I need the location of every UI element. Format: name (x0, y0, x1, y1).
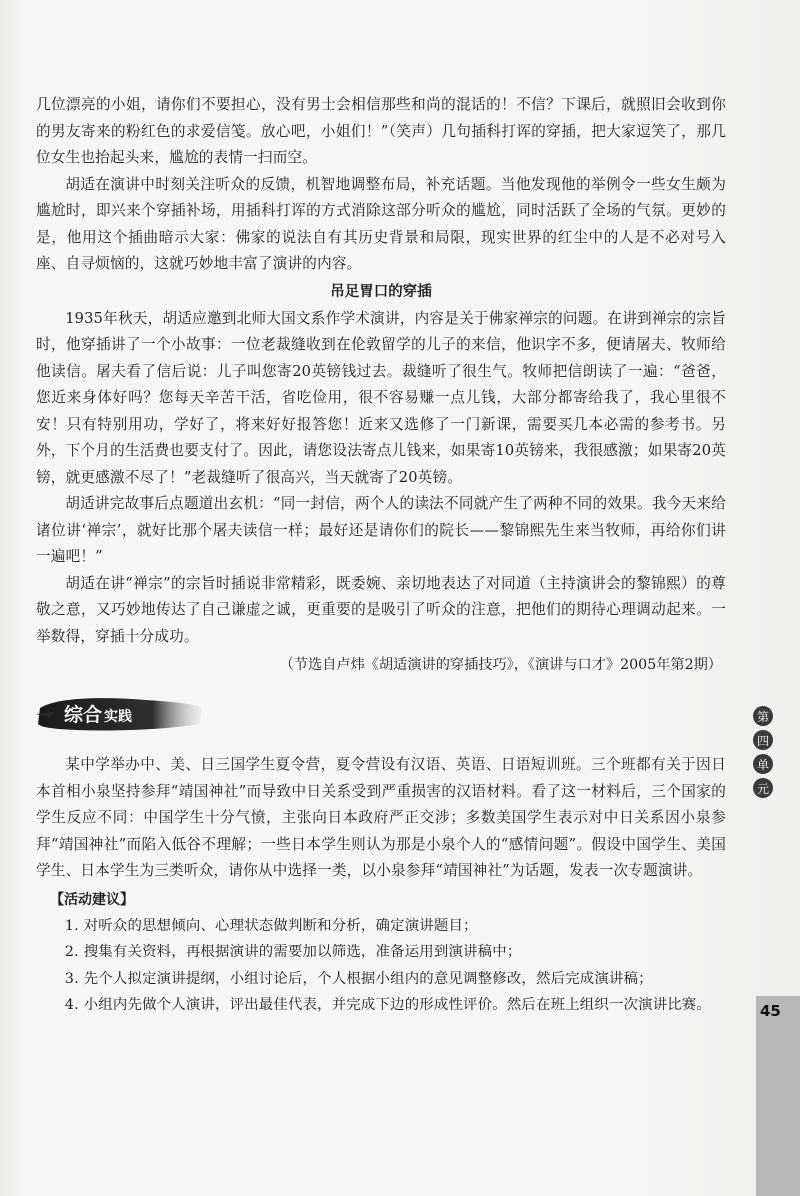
activity-list (36, 913, 726, 1019)
unit-char: 单 (753, 754, 773, 774)
page-number: 45 (760, 1002, 781, 1020)
unit-char: 四 (753, 730, 773, 750)
article-body (36, 92, 726, 678)
practice-section (36, 752, 726, 1019)
paragraph-3: 1935年秋天，胡适应邀到北师大国文系作学术演讲，内容是关于佛家禅宗的问题。在讲到禅宗的宗旨时，他穿插讲了一个小故事：一位老裁缝收到在伦敦留学的儿子的来信，他识字不多，便请屠夫、牧师给他读信。屠夫看了信后说：儿子叫您寄20英镑钱过去。裁缝听了很生气。牧师把信朗读了一遍：“爸爸，您近来身体好吗？您每天辛苦干活，省吃俭用，很不容易赚一点儿钱，大部分都寄给我了，我心里很不安！只有特别用功，学好了，将来好好报答您！近来又选修了一门新课，需要买几本必需的参考书。另外，下个月的生活费也要支付了。因此，请您设法寄点儿钱来，如果寄10英镑来，我很感激；如果寄20英镑，就更感激不尽了！”老裁缝听了很高兴，当天就寄了20英镑。 (36, 309, 726, 486)
unit-char: 第 (753, 706, 773, 726)
practice-banner (36, 694, 202, 734)
list-item: 2. 搜集有关资料，再根据演讲的需要加以筛选，准备运用到演讲稿中； (64, 944, 522, 960)
page-number-tab (756, 996, 800, 1196)
unit-tab (752, 706, 774, 798)
section-title: 吊足胃口的穿插 (330, 283, 432, 300)
unit-char: 元 (753, 778, 773, 798)
source-citation: （节选自卢炜《胡适演讲的穿插技巧》，《演讲与口才》2005年第2期） (279, 657, 722, 673)
practice-paragraph: 某中学举办中、美、日三国学生夏令营，夏令营设有汉语、英语、日语短训班。三个班都有关于因日本首相小泉坚持参拜“靖国神社”而导致中日关系受到严重损害的汉语材料。看了这一材料后，三个国家的学生反应不同：中国学生十分气愤，主张向日本政府严正交涉；多数美国学生表示对中日关系因小泉参拜“靖国神社”而陷入低谷不理解；一些日本学生则认为那是小泉个人的“感情问题”。假设中国学生、美国学生、日本学生为三类听众，请你从中选择一类，以小泉参拜“靖国神社”为话题，发表一次专题演讲。 (36, 756, 726, 879)
banner-label (64, 700, 132, 727)
banner-main-text: 综合 (64, 704, 103, 726)
list-item: 1. 对听众的思想倾向、心理状态做判断和分析，确定演讲题目； (64, 917, 478, 934)
list-item: 4. 小组内先做个人演讲，评出最佳代表，并完成下边的形成性评价。然后在班上组织一次演讲比赛。 (64, 997, 712, 1013)
paragraph-2: 胡适在演讲中时刻关注听众的反馈，机智地调整布局，补充话题。当他发现他的举例令一些女生颇为尴尬时，即兴来个穿插补场，用插科打诨的方式消除这部分听众的尴尬，同时活跃了全场的气氛。更妙的是，他用这个插曲暗示大家：佛家的说法自有其历史背景和局限，现实世界的红尘中的人是不必对号入座、自寻烦恼的，这就巧妙地丰富了演讲的内容。 (36, 175, 726, 272)
list-item: 3. 先个人拟定演讲提纲，小组讨论后，个人根据小组内的意见调整修改，然后完成演讲稿； (64, 970, 653, 987)
banner-sub-text: 实践 (104, 709, 133, 725)
paragraph-1: 几位漂亮的小姐，请你们不要担心，没有男士会相信那些和尚的混话的！不信？下课后，就照旧会收到你的男友寄来的粉红色的求爱信笺。放心吧，小姐们！”（笑声）几句插科打诨的穿插，把大家逗笑了，那几位女生也抬起头来，尴尬的表情一扫而空。 (36, 96, 726, 166)
paragraph-5: 胡适在讲“禅宗”的宗旨时插说非常精彩，既委婉、亲切地表达了对同道（主持演讲会的黎锦熙）的尊敬之意，又巧妙地传达了自己谦虚之诚，更重要的是吸引了听众的注意，把他们的期待心理调动起来。一举数得，穿插十分成功。 (36, 574, 726, 645)
paragraph-4: 胡适讲完故事后点题道出玄机：“同一封信，两个人的读法不同就产生了两种不同的效果。我今天来给诸位讲‘禅宗’，就好比那个屠夫读信一样；最好还是请你们的院长——黎锦熙先生来当牧师，再给你们讲一遍吧！” (36, 495, 726, 565)
activity-heading: 【活动建议】 (50, 891, 134, 908)
